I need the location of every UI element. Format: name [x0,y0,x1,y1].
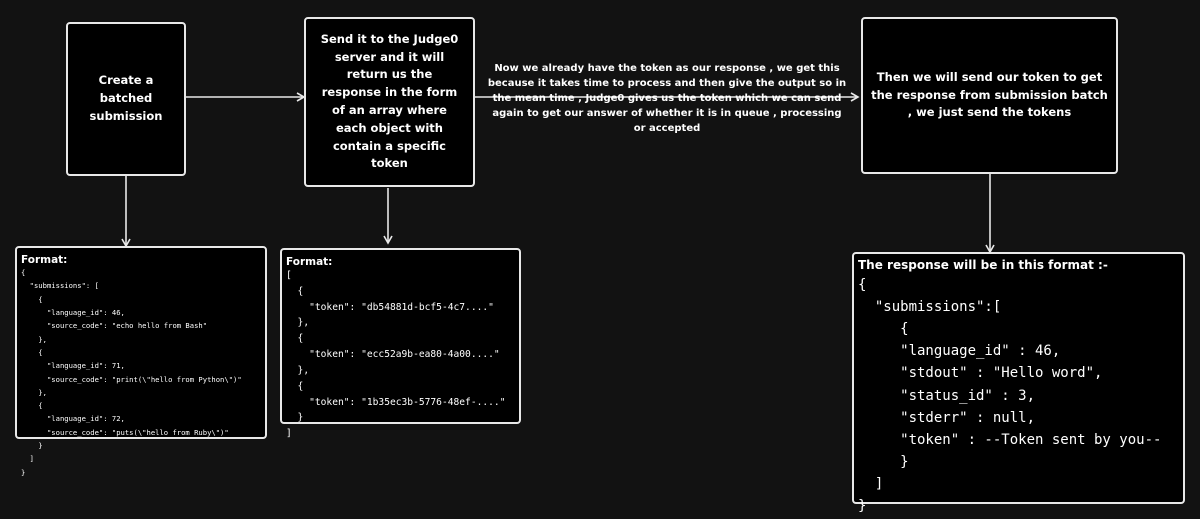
format-3-code: { "submissions":[ { "language_id" : 46, "stdout" : "Hello word", "status_id" : 3, "stderr" : null, "token" : --Token sent by you-- } ] } [858,277,1162,515]
arrow-note: Now we already have the token as our response , we get this because it takes time to process and then give the output so in the mean time , Judge0 gives us the token which we can send again to get our answer of whether it is in queue , processing or accepted [487,63,847,134]
format-2-title: Format: [286,256,333,268]
format-3-title: The response will be in this format :- [858,258,1108,272]
step-create-batched-submission [66,22,186,176]
format-batch-response [852,252,1185,515]
step-3-text: Then we will send our token to get the response from submission batch , we just send the tokens [871,69,1108,120]
step-1-text: Create a batched submission [89,73,163,123]
step-send-token [861,17,1118,174]
step-send-to-judge0 [304,17,475,187]
format-2-code: [ { "token": "db54881d-bcf5-4c7...." }, { "token": "ecc52a9b-ea80-4a00...." }, { "token": "1b35ec3b-5776-48ef-...." } ] [286,270,506,440]
format-1-title: Format: [21,254,68,266]
step-2-text: Send it to the Judge0 server and it will return us the response in the form of an array where each object with contain a specific token [320,31,459,171]
format-submission-request [15,246,267,477]
format-1-code: { "submissions": [ { "language_id": 46, "source_code": "echo hello from Bash" }, { "language_id": 71, "source_code": "print(\"hello from Python\")" }, { "language_id": 72, "source_code": "puts(\"hello from Ruby\")" } ] } [21,268,242,477]
format-token-response [280,248,521,440]
